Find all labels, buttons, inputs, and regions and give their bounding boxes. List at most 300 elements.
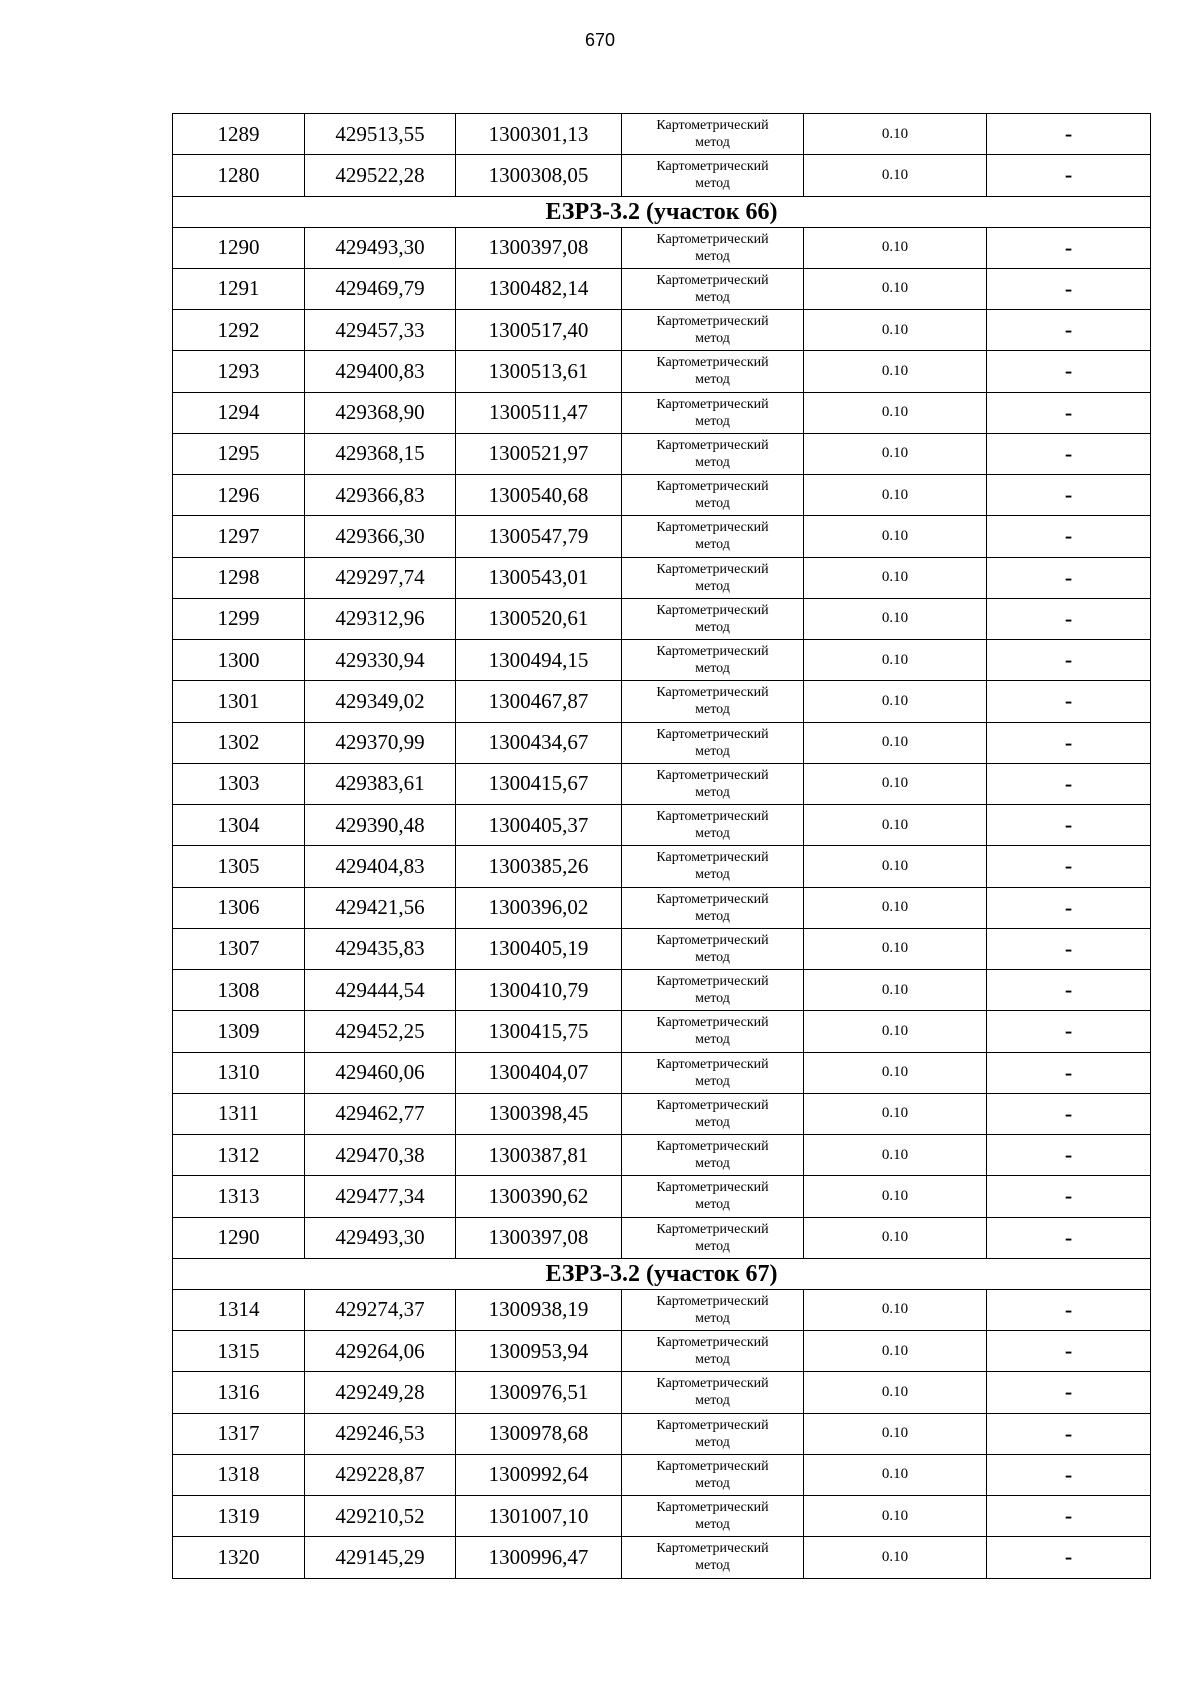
- point-number-cell: 1299: [173, 598, 305, 639]
- x-coordinate-cell: 429452,25: [305, 1011, 456, 1052]
- x-coordinate-cell: 429421,56: [305, 887, 456, 928]
- table-row: [173, 351, 1151, 392]
- point-number-cell: 1315: [173, 1331, 305, 1372]
- method-cell: [622, 351, 804, 392]
- method-line-2: метод: [695, 826, 730, 842]
- method-line-2: метод: [695, 1156, 730, 1172]
- point-number-cell: 1291: [173, 268, 305, 309]
- point-number-cell: 1306: [173, 887, 305, 928]
- accuracy-cell: 0.10: [804, 1413, 987, 1454]
- y-coordinate-cell: 1300521,97: [456, 433, 622, 474]
- x-coordinate-cell: 429435,83: [305, 928, 456, 969]
- method-line-2: метод: [695, 1393, 730, 1409]
- section-header-row: [173, 1258, 1151, 1289]
- y-coordinate-cell: 1300494,15: [456, 640, 622, 681]
- accuracy-cell: 0.10: [804, 475, 987, 516]
- method-line-2: метод: [695, 135, 730, 151]
- accuracy-cell: 0.10: [804, 351, 987, 392]
- method-line-2: метод: [695, 413, 730, 429]
- method-line-2: метод: [695, 1032, 730, 1048]
- y-coordinate-cell: 1300385,26: [456, 846, 622, 887]
- method-cell: [622, 1454, 804, 1495]
- accuracy-cell: 0.10: [804, 1372, 987, 1413]
- accuracy-cell: 0.10: [804, 887, 987, 928]
- method-cell: [622, 310, 804, 351]
- x-coordinate-cell: 429513,55: [305, 114, 456, 155]
- x-coordinate-cell: 429477,34: [305, 1176, 456, 1217]
- accuracy-cell: 0.10: [804, 310, 987, 351]
- note-cell: -: [987, 846, 1151, 887]
- accuracy-cell: 0.10: [804, 805, 987, 846]
- method-line-1: Картометрический: [656, 561, 769, 577]
- method-cell: [622, 1176, 804, 1217]
- point-number-cell: 1300: [173, 640, 305, 681]
- accuracy-cell: 0.10: [804, 681, 987, 722]
- table-row: [173, 970, 1151, 1011]
- x-coordinate-cell: 429469,79: [305, 268, 456, 309]
- method-line-2: метод: [695, 1310, 730, 1326]
- y-coordinate-cell: 1301007,10: [456, 1496, 622, 1537]
- x-coordinate-cell: 429264,06: [305, 1331, 456, 1372]
- x-coordinate-cell: 429460,06: [305, 1052, 456, 1093]
- x-coordinate-cell: 429493,30: [305, 1217, 456, 1258]
- method-line-2: метод: [695, 619, 730, 635]
- y-coordinate-cell: 1300301,13: [456, 114, 622, 155]
- x-coordinate-cell: 429383,61: [305, 763, 456, 804]
- method-line-1: Картометрический: [656, 644, 769, 660]
- y-coordinate-cell: 1300405,19: [456, 928, 622, 969]
- page-number: 670: [584, 30, 616, 50]
- x-coordinate-cell: 429457,33: [305, 310, 456, 351]
- note-cell: -: [987, 227, 1151, 268]
- note-cell: -: [987, 475, 1151, 516]
- table-row: [173, 1331, 1151, 1372]
- method-cell: [622, 681, 804, 722]
- y-coordinate-cell: 1300396,02: [456, 887, 622, 928]
- accuracy-cell: 0.10: [804, 155, 987, 196]
- note-cell: -: [987, 1217, 1151, 1258]
- table-row: [173, 227, 1151, 268]
- accuracy-cell: 0.10: [804, 1217, 987, 1258]
- x-coordinate-cell: 429297,74: [305, 557, 456, 598]
- method-line-2: метод: [695, 578, 730, 594]
- x-coordinate-cell: 429400,83: [305, 351, 456, 392]
- point-number-cell: 1314: [173, 1289, 305, 1330]
- note-cell: -: [987, 1011, 1151, 1052]
- method-cell: [622, 227, 804, 268]
- x-coordinate-cell: 429366,30: [305, 516, 456, 557]
- accuracy-cell: 0.10: [804, 1011, 987, 1052]
- accuracy-cell: 0.10: [804, 557, 987, 598]
- point-number-cell: 1316: [173, 1372, 305, 1413]
- table-row: [173, 681, 1151, 722]
- method-line-2: метод: [695, 1517, 730, 1533]
- table-row: [173, 268, 1151, 309]
- y-coordinate-cell: 1300543,01: [456, 557, 622, 598]
- method-line-1: Картометрический: [656, 974, 769, 990]
- method-cell: [622, 557, 804, 598]
- table-row: [173, 763, 1151, 804]
- method-line-1: Картометрический: [656, 1097, 769, 1113]
- method-line-2: метод: [695, 1197, 730, 1213]
- x-coordinate-cell: 429366,83: [305, 475, 456, 516]
- method-line-1: Картометрический: [656, 231, 769, 247]
- table-row: [173, 640, 1151, 681]
- table-row: [173, 1093, 1151, 1134]
- method-line-1: Картометрический: [656, 355, 769, 371]
- method-cell: [622, 1372, 804, 1413]
- note-cell: -: [987, 928, 1151, 969]
- note-cell: -: [987, 681, 1151, 722]
- x-coordinate-cell: 429349,02: [305, 681, 456, 722]
- point-number-cell: 1298: [173, 557, 305, 598]
- y-coordinate-cell: 1300992,64: [456, 1454, 622, 1495]
- point-number-cell: 1293: [173, 351, 305, 392]
- note-cell: -: [987, 433, 1151, 474]
- y-coordinate-cell: 1300953,94: [456, 1331, 622, 1372]
- note-cell: -: [987, 1289, 1151, 1330]
- note-cell: -: [987, 970, 1151, 1011]
- method-line-2: метод: [695, 454, 730, 470]
- point-number-cell: 1313: [173, 1176, 305, 1217]
- method-line-1: Картометрический: [656, 1335, 769, 1351]
- x-coordinate-cell: 429470,38: [305, 1135, 456, 1176]
- y-coordinate-cell: 1300547,79: [456, 516, 622, 557]
- note-cell: -: [987, 1372, 1151, 1413]
- method-line-1: Картометрический: [656, 1541, 769, 1557]
- table-row: [173, 433, 1151, 474]
- y-coordinate-cell: 1300390,62: [456, 1176, 622, 1217]
- point-number-cell: 1308: [173, 970, 305, 1011]
- method-line-1: Картометрический: [656, 272, 769, 288]
- method-line-2: метод: [695, 991, 730, 1007]
- method-line-1: Картометрический: [656, 767, 769, 783]
- table-row: [173, 310, 1151, 351]
- method-line-2: метод: [695, 661, 730, 677]
- point-number-cell: 1302: [173, 722, 305, 763]
- x-coordinate-cell: 429370,99: [305, 722, 456, 763]
- note-cell: -: [987, 1454, 1151, 1495]
- method-line-1: Картометрический: [656, 602, 769, 618]
- note-cell: -: [987, 1331, 1151, 1372]
- y-coordinate-cell: 1300404,07: [456, 1052, 622, 1093]
- y-coordinate-cell: 1300520,61: [456, 598, 622, 639]
- accuracy-cell: 0.10: [804, 722, 987, 763]
- method-cell: [622, 1537, 804, 1578]
- y-coordinate-cell: 1300513,61: [456, 351, 622, 392]
- note-cell: -: [987, 1176, 1151, 1217]
- y-coordinate-cell: 1300540,68: [456, 475, 622, 516]
- accuracy-cell: 0.10: [804, 846, 987, 887]
- accuracy-cell: 0.10: [804, 1454, 987, 1495]
- note-cell: -: [987, 598, 1151, 639]
- accuracy-cell: 0.10: [804, 763, 987, 804]
- y-coordinate-cell: 1300397,08: [456, 1217, 622, 1258]
- accuracy-cell: 0.10: [804, 1052, 987, 1093]
- accuracy-cell: 0.10: [804, 640, 987, 681]
- x-coordinate-cell: 429312,96: [305, 598, 456, 639]
- point-number-cell: 1309: [173, 1011, 305, 1052]
- accuracy-cell: 0.10: [804, 928, 987, 969]
- table-row: [173, 805, 1151, 846]
- point-number-cell: 1289: [173, 114, 305, 155]
- y-coordinate-cell: 1300434,67: [456, 722, 622, 763]
- accuracy-cell: 0.10: [804, 227, 987, 268]
- point-number-cell: 1318: [173, 1454, 305, 1495]
- method-line-1: Картометрический: [656, 1417, 769, 1433]
- method-line-1: Картометрический: [656, 437, 769, 453]
- method-cell: [622, 598, 804, 639]
- note-cell: -: [987, 1496, 1151, 1537]
- y-coordinate-cell: 1300398,45: [456, 1093, 622, 1134]
- accuracy-cell: 0.10: [804, 433, 987, 474]
- accuracy-cell: 0.10: [804, 114, 987, 155]
- method-line-1: Картометрический: [656, 850, 769, 866]
- table-row: [173, 557, 1151, 598]
- method-cell: [622, 114, 804, 155]
- method-line-1: Картометрический: [656, 396, 769, 412]
- table-row: [173, 1413, 1151, 1454]
- method-line-1: Картометрический: [656, 1376, 769, 1392]
- y-coordinate-cell: 1300482,14: [456, 268, 622, 309]
- table-row: [173, 1372, 1151, 1413]
- x-coordinate-cell: 429368,15: [305, 433, 456, 474]
- table-row: [173, 1011, 1151, 1052]
- x-coordinate-cell: 429404,83: [305, 846, 456, 887]
- table-row: [173, 1135, 1151, 1176]
- note-cell: -: [987, 1135, 1151, 1176]
- method-cell: [622, 516, 804, 557]
- method-line-1: Картометрический: [656, 1293, 769, 1309]
- method-line-2: метод: [695, 908, 730, 924]
- point-number-cell: 1290: [173, 1217, 305, 1258]
- note-cell: -: [987, 268, 1151, 309]
- method-cell: [622, 433, 804, 474]
- x-coordinate-cell: 429462,77: [305, 1093, 456, 1134]
- method-line-1: Картометрический: [656, 932, 769, 948]
- point-number-cell: 1294: [173, 392, 305, 433]
- note-cell: -: [987, 114, 1151, 155]
- method-line-1: Картометрический: [656, 1221, 769, 1237]
- method-line-1: Картометрический: [656, 891, 769, 907]
- method-line-1: Картометрический: [656, 1139, 769, 1155]
- table-row: [173, 598, 1151, 639]
- y-coordinate-cell: 1300511,47: [456, 392, 622, 433]
- coordinates-table: [172, 113, 1151, 1579]
- table-row: [173, 1496, 1151, 1537]
- accuracy-cell: 0.10: [804, 1496, 987, 1537]
- x-coordinate-cell: 429246,53: [305, 1413, 456, 1454]
- note-cell: -: [987, 310, 1151, 351]
- y-coordinate-cell: 1300467,87: [456, 681, 622, 722]
- method-cell: [622, 1135, 804, 1176]
- method-line-1: Картометрический: [656, 479, 769, 495]
- accuracy-cell: 0.10: [804, 1537, 987, 1578]
- method-line-1: Картометрический: [656, 1500, 769, 1516]
- method-line-2: метод: [695, 1475, 730, 1491]
- y-coordinate-cell: 1300938,19: [456, 1289, 622, 1330]
- method-line-1: Картометрический: [656, 809, 769, 825]
- method-line-2: метод: [695, 372, 730, 388]
- x-coordinate-cell: 429390,48: [305, 805, 456, 846]
- method-line-2: метод: [695, 537, 730, 553]
- note-cell: -: [987, 887, 1151, 928]
- note-cell: -: [987, 805, 1151, 846]
- point-number-cell: 1296: [173, 475, 305, 516]
- point-number-cell: 1304: [173, 805, 305, 846]
- table-row: [173, 1537, 1151, 1578]
- method-cell: [622, 1413, 804, 1454]
- point-number-cell: 1297: [173, 516, 305, 557]
- method-line-2: метод: [695, 1114, 730, 1130]
- point-number-cell: 1303: [173, 763, 305, 804]
- method-line-1: Картометрический: [656, 726, 769, 742]
- table-row: [173, 1454, 1151, 1495]
- note-cell: -: [987, 155, 1151, 196]
- method-line-1: Картометрический: [656, 1056, 769, 1072]
- method-line-1: Картометрический: [656, 1015, 769, 1031]
- table-row: [173, 1217, 1151, 1258]
- accuracy-cell: 0.10: [804, 392, 987, 433]
- note-cell: -: [987, 516, 1151, 557]
- x-coordinate-cell: 429330,94: [305, 640, 456, 681]
- point-number-cell: 1312: [173, 1135, 305, 1176]
- note-cell: -: [987, 392, 1151, 433]
- method-cell: [622, 887, 804, 928]
- method-cell: [622, 1217, 804, 1258]
- note-cell: -: [987, 763, 1151, 804]
- point-number-cell: 1307: [173, 928, 305, 969]
- point-number-cell: 1320: [173, 1537, 305, 1578]
- method-cell: [622, 1496, 804, 1537]
- note-cell: -: [987, 1413, 1151, 1454]
- method-line-2: метод: [695, 1352, 730, 1368]
- accuracy-cell: 0.10: [804, 1176, 987, 1217]
- method-cell: [622, 1331, 804, 1372]
- method-line-2: метод: [695, 1434, 730, 1450]
- method-line-2: метод: [695, 289, 730, 305]
- accuracy-cell: 0.10: [804, 268, 987, 309]
- x-coordinate-cell: 429228,87: [305, 1454, 456, 1495]
- x-coordinate-cell: 429145,29: [305, 1537, 456, 1578]
- method-cell: [622, 392, 804, 433]
- section-header-row: [173, 196, 1151, 227]
- method-line-2: метод: [695, 496, 730, 512]
- accuracy-cell: 0.10: [804, 1093, 987, 1134]
- x-coordinate-cell: 429368,90: [305, 392, 456, 433]
- method-cell: [622, 763, 804, 804]
- table-row: [173, 928, 1151, 969]
- y-coordinate-cell: 1300405,37: [456, 805, 622, 846]
- accuracy-cell: 0.10: [804, 1135, 987, 1176]
- method-line-2: метод: [695, 1238, 730, 1254]
- method-line-1: Картометрический: [656, 314, 769, 330]
- y-coordinate-cell: 1300996,47: [456, 1537, 622, 1578]
- method-line-1: Картометрический: [656, 1458, 769, 1474]
- method-cell: [622, 970, 804, 1011]
- point-number-cell: 1280: [173, 155, 305, 196]
- point-number-cell: 1305: [173, 846, 305, 887]
- y-coordinate-cell: 1300415,67: [456, 763, 622, 804]
- x-coordinate-cell: 429249,28: [305, 1372, 456, 1413]
- method-line-2: метод: [695, 1558, 730, 1574]
- method-cell: [622, 846, 804, 887]
- point-number-cell: 1292: [173, 310, 305, 351]
- method-line-2: метод: [695, 949, 730, 965]
- method-cell: [622, 805, 804, 846]
- method-cell: [622, 268, 804, 309]
- note-cell: -: [987, 1537, 1151, 1578]
- point-number-cell: 1310: [173, 1052, 305, 1093]
- y-coordinate-cell: 1300410,79: [456, 970, 622, 1011]
- accuracy-cell: 0.10: [804, 1289, 987, 1330]
- accuracy-cell: 0.10: [804, 516, 987, 557]
- table-row: [173, 516, 1151, 557]
- method-cell: [622, 722, 804, 763]
- table-row: [173, 722, 1151, 763]
- x-coordinate-cell: 429522,28: [305, 155, 456, 196]
- method-cell: [622, 155, 804, 196]
- method-line-1: Картометрический: [656, 1180, 769, 1196]
- point-number-cell: 1319: [173, 1496, 305, 1537]
- table-row: [173, 1289, 1151, 1330]
- y-coordinate-cell: 1300978,68: [456, 1413, 622, 1454]
- note-cell: -: [987, 1093, 1151, 1134]
- coordinates-table-body: [173, 114, 1151, 1579]
- y-coordinate-cell: 1300387,81: [456, 1135, 622, 1176]
- table-row: [173, 475, 1151, 516]
- section-title: ЕЗРЗ-3.2 (участок 67): [173, 1258, 1151, 1289]
- table-row: [173, 155, 1151, 196]
- method-line-2: метод: [695, 867, 730, 883]
- method-line-2: метод: [695, 176, 730, 192]
- y-coordinate-cell: 1300517,40: [456, 310, 622, 351]
- note-cell: -: [987, 557, 1151, 598]
- table-row: [173, 392, 1151, 433]
- x-coordinate-cell: 429210,52: [305, 1496, 456, 1537]
- method-cell: [622, 1289, 804, 1330]
- section-title: ЕЗРЗ-3.2 (участок 66): [173, 196, 1151, 227]
- accuracy-cell: 0.10: [804, 970, 987, 1011]
- y-coordinate-cell: 1300415,75: [456, 1011, 622, 1052]
- method-line-2: метод: [695, 743, 730, 759]
- method-cell: [622, 640, 804, 681]
- table-row: [173, 846, 1151, 887]
- note-cell: -: [987, 722, 1151, 763]
- method-line-2: метод: [695, 1073, 730, 1089]
- accuracy-cell: 0.10: [804, 1331, 987, 1372]
- method-cell: [622, 1093, 804, 1134]
- table-row: [173, 887, 1151, 928]
- note-cell: -: [987, 351, 1151, 392]
- method-line-1: Картометрический: [656, 520, 769, 536]
- point-number-cell: 1290: [173, 227, 305, 268]
- method-cell: [622, 475, 804, 516]
- method-cell: [622, 1011, 804, 1052]
- method-line-1: Картометрический: [656, 685, 769, 701]
- x-coordinate-cell: 429274,37: [305, 1289, 456, 1330]
- method-cell: [622, 1052, 804, 1093]
- method-line-2: метод: [695, 702, 730, 718]
- accuracy-cell: 0.10: [804, 598, 987, 639]
- point-number-cell: 1295: [173, 433, 305, 474]
- note-cell: -: [987, 1052, 1151, 1093]
- point-number-cell: 1311: [173, 1093, 305, 1134]
- method-line-1: Картометрический: [656, 118, 769, 134]
- x-coordinate-cell: 429493,30: [305, 227, 456, 268]
- point-number-cell: 1317: [173, 1413, 305, 1454]
- method-line-2: метод: [695, 784, 730, 800]
